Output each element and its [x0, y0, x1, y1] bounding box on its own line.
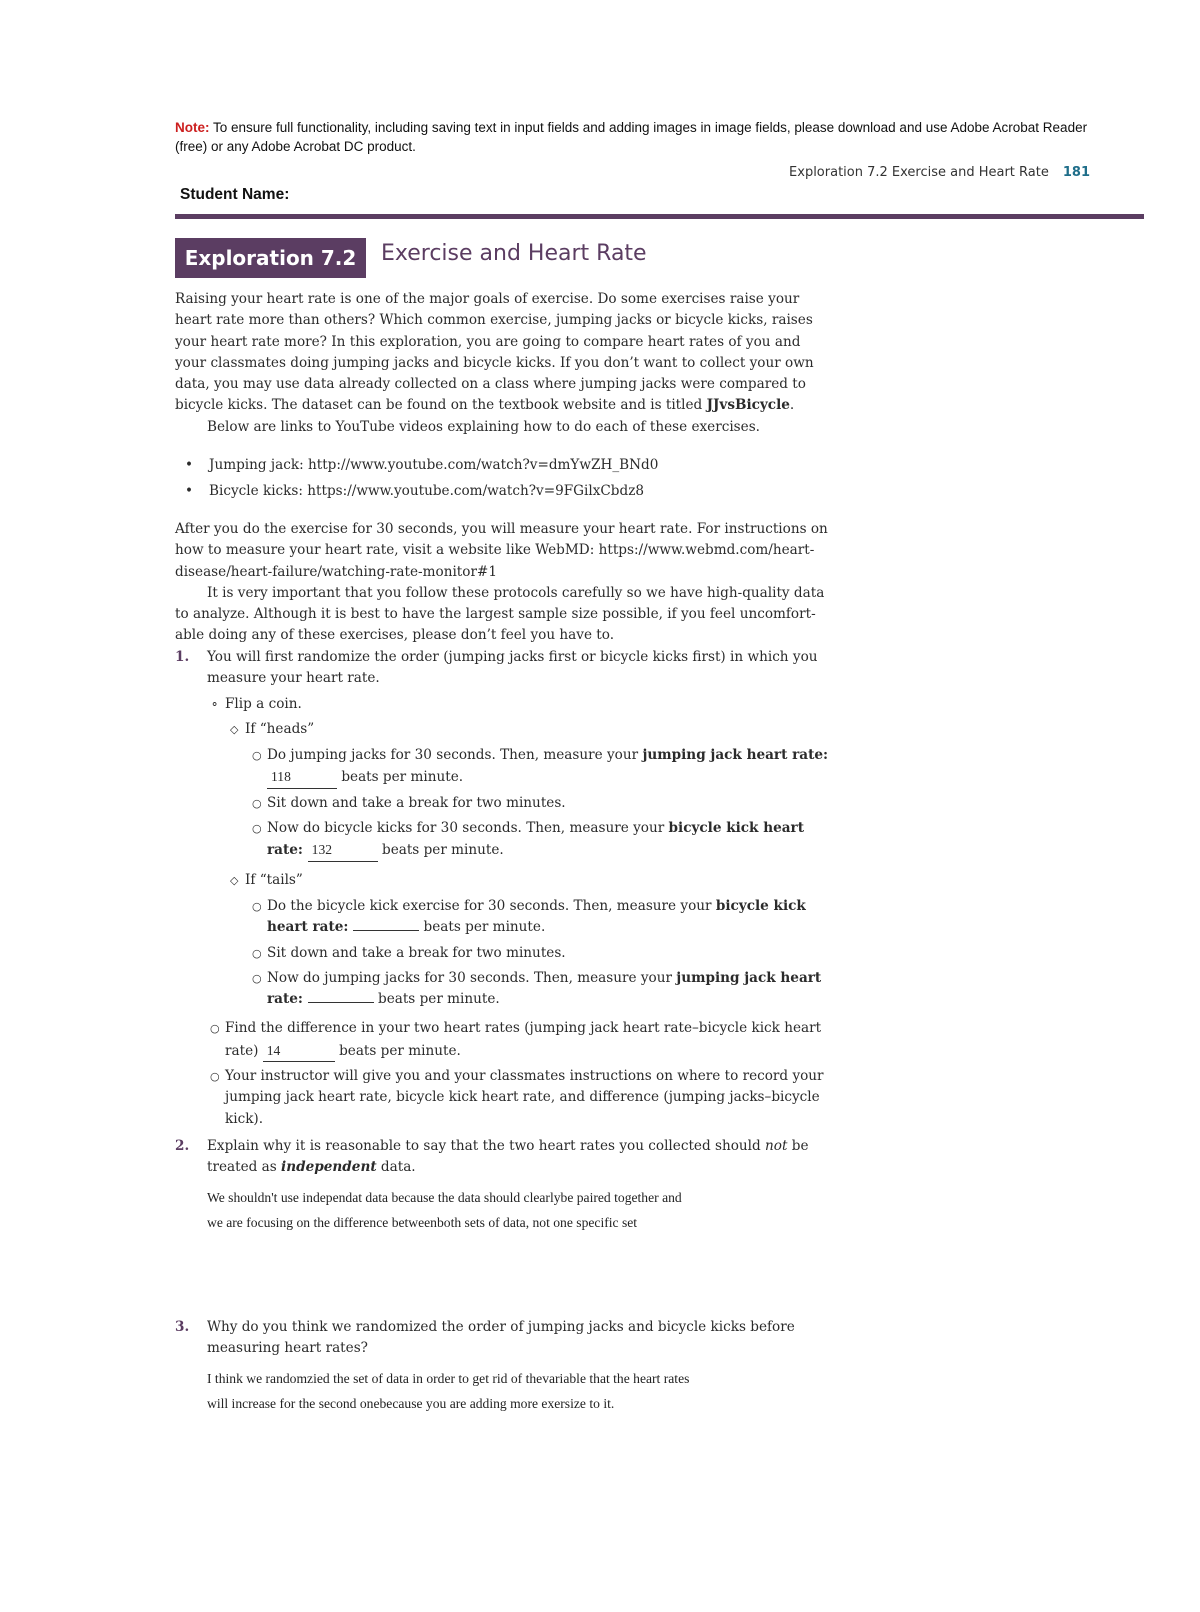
header-rule [175, 214, 1144, 219]
tails-bicycle-kick-heart-rate-field[interactable] [353, 930, 419, 931]
circle-bullet-icon: ○ [252, 899, 262, 913]
note-label: Note: [175, 120, 210, 135]
intro-p2: Below are links to YouTube videos explaining how to do each of these exercises. [207, 418, 760, 435]
circle-bullet-icon: ○ [252, 796, 262, 810]
question-text: Explain why it is reasonable to say that the two heart rates you collected should not be treated as independent data. [207, 1138, 809, 1176]
acrobat-note [175, 118, 1105, 156]
instructions-p2: It is very important that you follow these protocols carefully so we have high-quality data to analyze. Although it is best to have the largest sample size possible, if you feel uncomfortable doing any of these exercises, please don’t feel you have to. [175, 584, 825, 644]
tails-step-1: ○ Do the bicycle kick exercise for 30 seconds. Then, measure your bicycle kick heart rate: beats per minute. [252, 897, 806, 936]
instructions-text [175, 519, 833, 647]
tails-step-2: ○ Sit down and take a break for two minutes. [267, 943, 835, 964]
instructor-step: ○ Your instructor will give you and your classmates instructions on where to record your jumping jack heart rate, bicycle kick heart rate, and difference (jumping jacks–bicycle kick). [210, 1068, 824, 1127]
student-name-label: Student Name: [180, 186, 290, 203]
page-number: 181 [1062, 165, 1090, 180]
jumping-jack-heart-rate-field[interactable]: 118 [267, 766, 337, 788]
question-3 [175, 1317, 835, 1416]
exploration-badge: Exploration 7.2 [175, 238, 366, 278]
tails-jumping-jack-heart-rate-field[interactable] [308, 1002, 374, 1003]
note-text: To ensure full functionality, including saving text in input fields and adding images in image fields, please download and use Adobe Acrobat Reader (free) or any Adobe Acrobat DC product. [175, 120, 1088, 154]
heads-label: ◇ If “heads” [245, 719, 835, 740]
bullet: • [185, 457, 194, 473]
dataset-name: JJvsBicycle [706, 397, 790, 414]
tails-label: ◇ If “tails” [245, 870, 835, 891]
question-1 [175, 647, 835, 1130]
answer-field-3[interactable]: I think we randomzied the set of data in order to get rid of thevariable that the heart rates will increase for the second onebecause you are adding more exersize to it. [207, 1370, 690, 1411]
heads-step-3: ○ Now do bicycle kicks for 30 seconds. Then, measure your bicycle kick heart rate: 132 beats per minute. [267, 818, 835, 862]
tails-step-3: ○ Now do jumping jacks for 30 seconds. Then, measure your jumping jack heart rate: beats per minute. [252, 969, 822, 1008]
bullet: • [185, 483, 194, 499]
link-bicycle-kicks[interactable]: • Bicycle kicks: https://www.youtube.com/watch?v=9FGilxCbdz8 [185, 478, 835, 504]
question-2 [175, 1136, 835, 1235]
difference-step: ○ Find the difference in your two heart rates (jumping jack heart rate–bicycle kick heart rate) 14 beats per minute. [225, 1018, 835, 1062]
circle-bullet-icon: ○ [252, 749, 262, 763]
exploration-title: Exercise and Heart Rate [381, 241, 647, 266]
bicycle-kick-heart-rate-field[interactable]: 132 [308, 839, 378, 861]
diamond-bullet-icon: ◇ [230, 873, 239, 887]
difference-field[interactable]: 14 [263, 1040, 335, 1062]
instructions-p1: After you do the exercise for 30 seconds, you will measure your heart rate. For instructions on how to measure your heart rate, visit a website like WebMD: https://www.webmd.com/heart-disease/heart-failure/watching-rate-monitor#1 [175, 521, 828, 580]
question-text: Why do you think we randomized the order of jumping jacks and bicycle kicks before measuring heart rates? [207, 1319, 795, 1357]
running-head-title: Exploration 7.2 Exercise and Heart Rate [789, 165, 1049, 180]
question-number: 1. [175, 649, 190, 665]
circle-bullet-icon: ○ [210, 1022, 220, 1036]
running-head [760, 165, 1090, 180]
question-text: You will first randomize the order (jumping jacks first or bicycle kicks first) in which you measure your heart rate. [207, 649, 818, 687]
question-number: 2. [175, 1138, 190, 1154]
circle-bullet-icon: ⚬ [210, 697, 220, 711]
video-links [185, 452, 835, 504]
heads-step-1: ○ Do jumping jacks for 30 seconds. Then, measure your jumping jack heart rate: 118 beats per minute. [267, 745, 835, 789]
circle-bullet-icon: ○ [252, 946, 262, 960]
intro-p1: Raising your heart rate is one of the major goals of exercise. Do some exercises raise your heart rate more than others? Which common exercise, jumping jacks or bicycle kicks, raises your heart rate more? In this exploration, you are going to compare heart rates of you and your classmates doing jumping jacks and bicycle kicks. If you don’t want to collect your own data, you may use data already collected on a class where jumping jacks were compared to bicycle kicks. The dataset can be found on the textbook website and is titled JJvsBicycle. [175, 291, 814, 414]
circle-bullet-icon: ○ [210, 1070, 220, 1084]
flip-coin-step: ⚬ Flip a coin. [225, 694, 835, 715]
diamond-bullet-icon: ◇ [230, 722, 239, 736]
circle-bullet-icon: ○ [252, 822, 262, 836]
circle-bullet-icon: ○ [252, 971, 262, 985]
answer-field-2[interactable]: We shouldn't use independat data because the data should clearlybe paired together and we are focusing on the difference betweenboth sets of data, not one specific set [207, 1189, 682, 1230]
heads-step-2: ○ Sit down and take a break for two minutes. [267, 793, 835, 814]
question-number: 3. [175, 1319, 190, 1335]
intro-text [175, 289, 833, 438]
link-jumping-jack[interactable]: • Jumping jack: http://www.youtube.com/watch?v=dmYwZH_BNd0 [185, 452, 835, 478]
